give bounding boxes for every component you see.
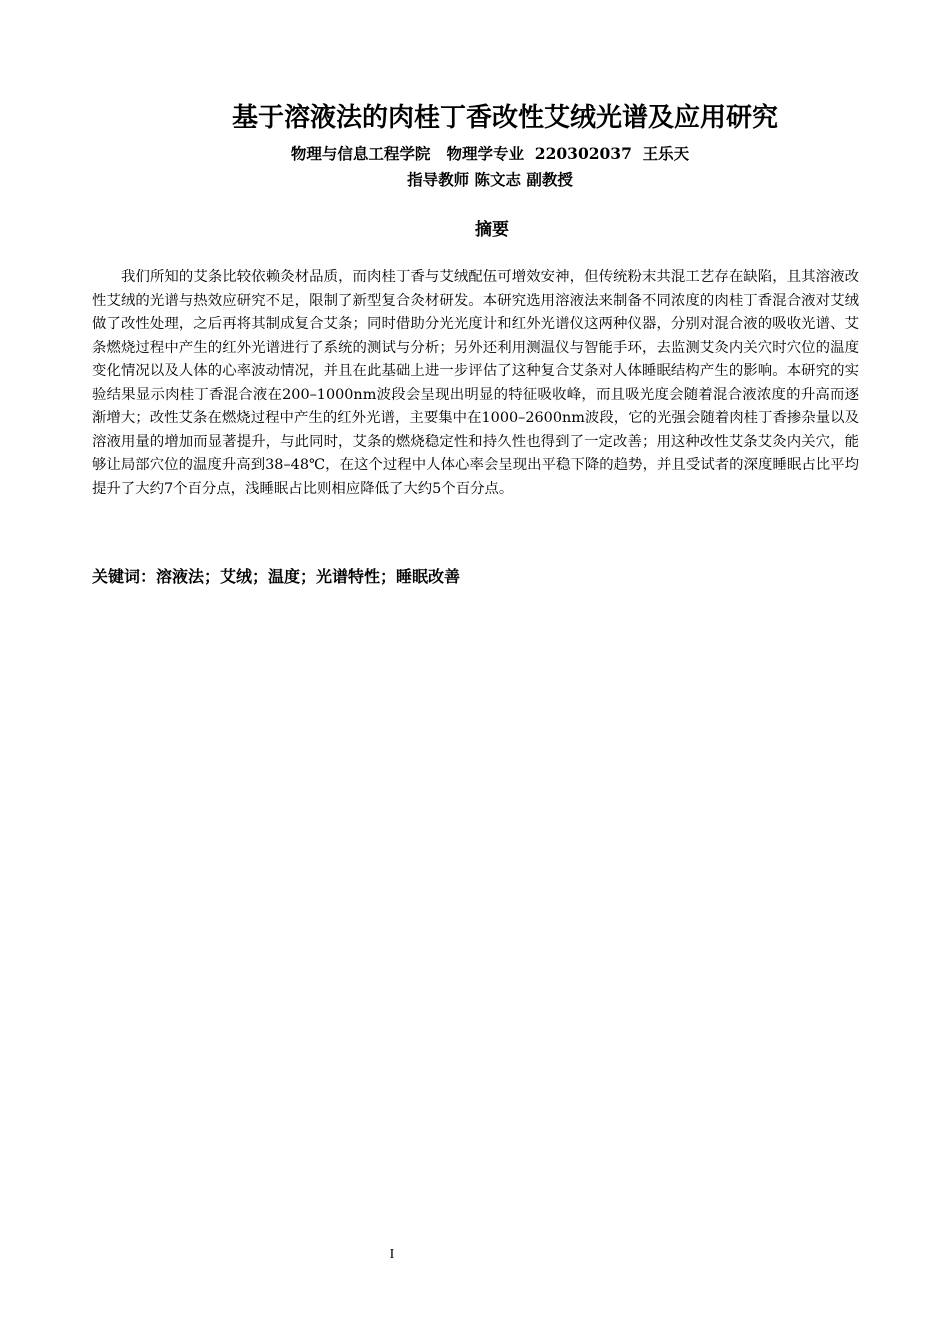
keywords-line: 关键词：溶液法；艾绒；温度；光谱特性；睡眠改善 — [92, 567, 461, 586]
abstract-body: 我们所知的艾条比较依赖灸材品质，而肉桂丁香与艾绒配伍可增效安神，但传统粉末共混工艺存在缺陷，且其溶液改性艾绒的光谱与热效应研究不足，限制了新型复合灸材研发。本研究选用溶液法来制备不同浓度的肉桂丁香混合液对艾绒做了改性处理，之后再将其制成复合艾条；同时借助分光光度计和红外光谱仪这两种仪器，分别对混合液的吸收光谱、艾条燃烧过程中产生的红外光谱进行了系统的测试与分析；另外还利用测温仪与智能手环，去监测艾灸内关穴时穴位的温度变化情况以及人体的心率波动情况，并且在此基础上进一步评估了这种复合艾条对人体睡眠结构产生的影响。本研究的实验结果显示肉桂丁香混合液在200–1000nm波段会呈现出明显的特征吸收峰，而且吸光度会随着混合液浓度的升高而逐渐增大；改性艾条在燃烧过程中产生的红外光谱，主要集中在1000–2600nm波段，它的光强会随着肉桂丁香掺杂量以及溶液用量的增加而显著提升，与此同时，艾条的燃烧稳定性和持久性也得到了一定改善；用这种改性艾条艾灸内关穴，能够让局部穴位的温度升高到38–48℃，在这个过程中人体心率会呈现出平稳下降的趋势，并且受试者的深度睡眠占比平均提升了大约7个百分点，浅睡眠占比则相应降低了大约5个百分点。 — [92, 269, 860, 497]
abstract-heading: 摘要 — [475, 220, 509, 240]
page-number: I — [389, 1247, 395, 1262]
author-line: 物理与信息工程学院 物理学专业 220302037 王乐天 — [290, 144, 690, 163]
paper-title: 基于溶液法的肉桂丁香改性艾绒光谱及应用研究 — [231, 103, 778, 133]
advisor-line: 指导教师 陈文志 副教授 — [407, 170, 573, 189]
